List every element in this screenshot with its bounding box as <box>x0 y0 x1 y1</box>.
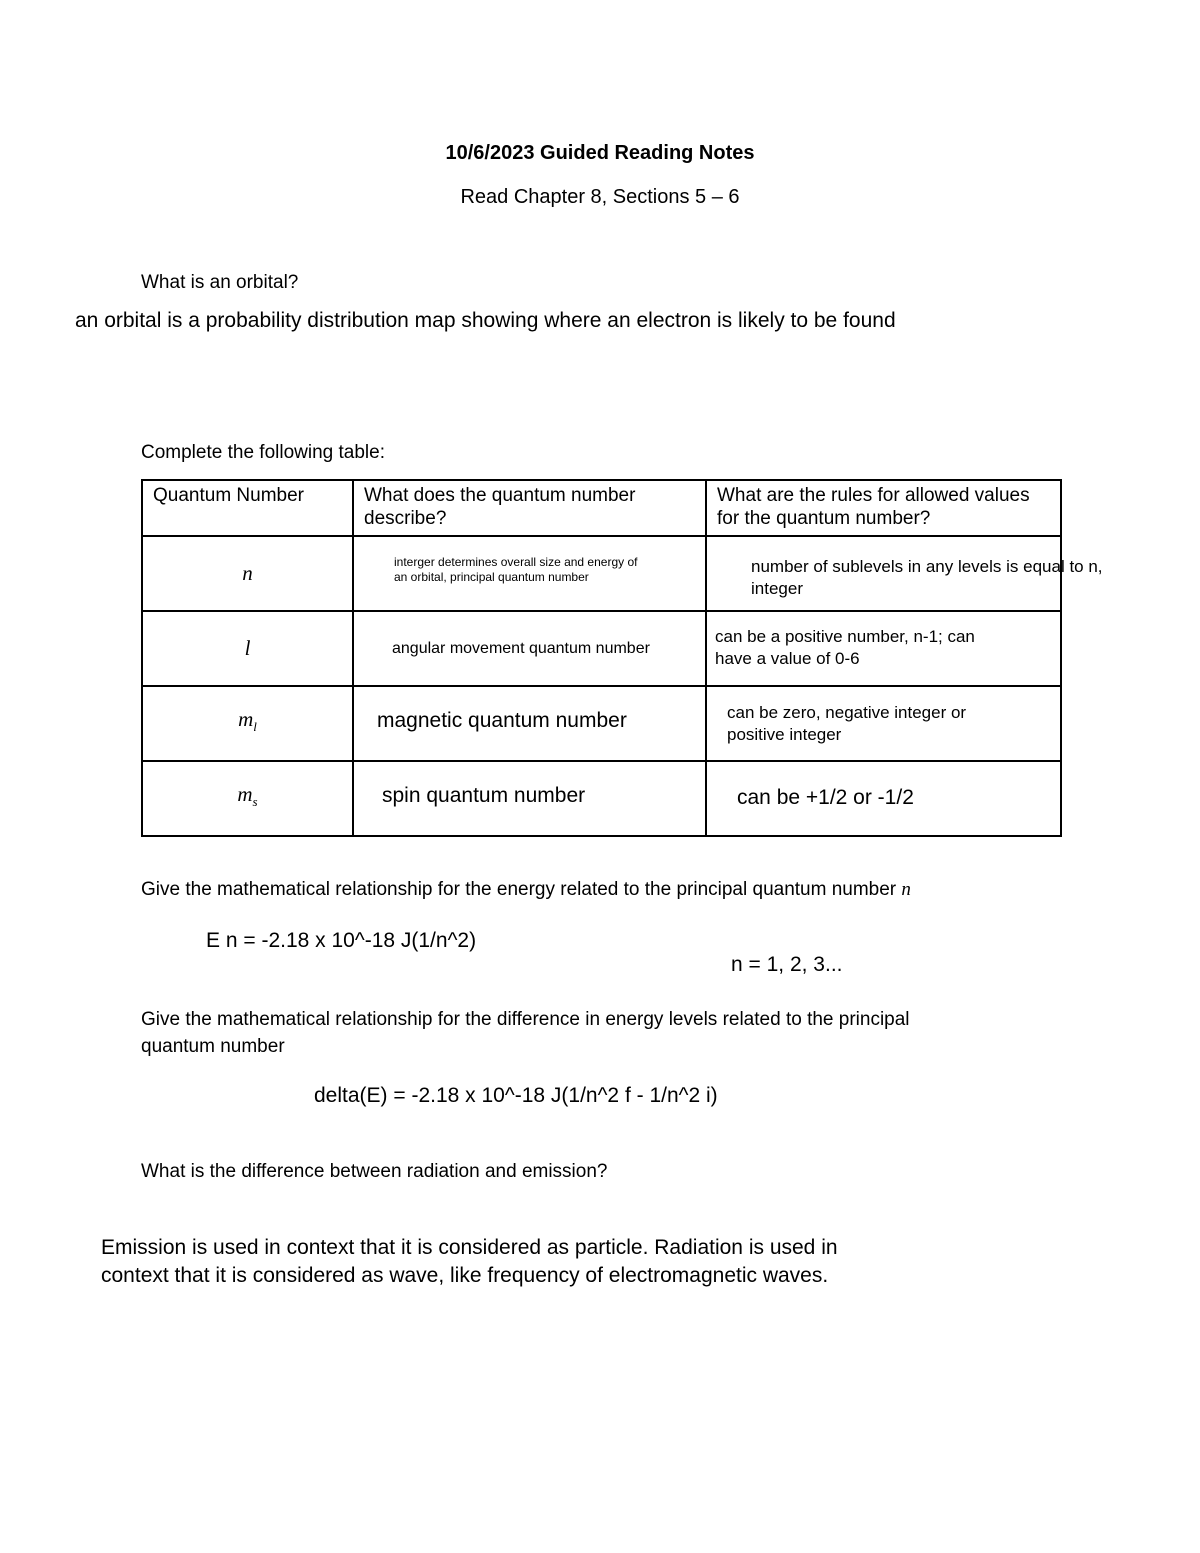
difference-question <box>141 1006 910 1060</box>
table-prompt: Complete the following table: <box>141 442 385 463</box>
rules-line: can be zero, negative integer or <box>727 703 967 722</box>
describe-cell <box>353 686 706 761</box>
orbital-question: What is an orbital? <box>141 272 299 293</box>
header-describe: What does the quantum number describe? <box>353 480 706 536</box>
radiation-question: What is the difference between radiation and emission? <box>141 1161 608 1182</box>
describe-line: interger determines overall size and energy of <box>394 555 638 569</box>
orbital-answer: an orbital is a probability distribution map showing where an electron is likely to be found <box>75 309 896 332</box>
describe-line: magnetic quantum number <box>377 709 627 732</box>
header-rules: What are the rules for allowed values for the quantum number? <box>706 480 1061 536</box>
symbol-l: l <box>244 636 251 660</box>
header-quantum-number: Quantum Number <box>142 480 353 536</box>
difference-formula: delta(E) = -2.18 x 10^-18 J(1/n^2 f - 1/n^2 i) <box>314 1084 718 1107</box>
table-row <box>142 611 1061 686</box>
rules-line: positive integer <box>727 725 842 744</box>
describe-cell <box>353 611 706 686</box>
table-row <box>142 536 1061 611</box>
symbol-ml: $m_l$ <box>238 707 257 735</box>
energy-formula-note: n = 1, 2, 3... <box>731 953 843 976</box>
question-variable: n <box>901 879 911 900</box>
rules-cell <box>706 761 1061 836</box>
rules-cell <box>706 536 1103 611</box>
question-line: Give the mathematical relationship for the difference in energy levels related to the principal <box>141 1009 910 1030</box>
page-subtitle: Read Chapter 8, Sections 5 – 6 <box>460 186 740 208</box>
table-row <box>142 686 1061 761</box>
radiation-answer <box>101 1234 838 1290</box>
rules-line: can be +1/2 or -1/2 <box>737 786 914 809</box>
rules-cell <box>706 611 1061 686</box>
answer-line: context that it is considered as wave, like frequency of electromagnetic waves. <box>101 1264 829 1287</box>
question-line: quantum number <box>141 1036 285 1057</box>
table-row <box>142 761 1061 836</box>
symbol-cell <box>142 611 353 686</box>
rules-line: number of sublevels in any levels is equal to n, <box>751 557 1103 576</box>
quantum-number-table <box>141 479 1103 837</box>
symbol-cell <box>142 761 353 836</box>
symbol-cell <box>142 686 353 761</box>
symbol-n: n <box>242 561 253 585</box>
energy-formula: E n = -2.18 x 10^-18 J(1/n^2) <box>206 929 477 952</box>
table-header-row <box>142 480 1061 536</box>
symbol-cell <box>142 536 353 611</box>
describe-line: angular movement quantum number <box>392 640 650 657</box>
rules-line: have a value of 0-6 <box>715 649 860 668</box>
answer-line: Emission is used in context that it is considered as particle. Radiation is used in <box>101 1236 838 1259</box>
rules-cell <box>706 686 1061 761</box>
page-title: 10/6/2023 Guided Reading Notes <box>445 142 755 164</box>
rules-line: can be a positive number, n-1; can <box>715 627 975 646</box>
describe-line: an orbital, principal quantum number <box>394 570 589 584</box>
describe-line: spin quantum number <box>382 784 586 807</box>
energy-question: Give the mathematical relationship for the energy related to the principal quantum number n <box>141 879 911 900</box>
symbol-ms: $m_s$ <box>237 782 258 810</box>
rules-line: integer <box>751 579 803 598</box>
describe-cell <box>353 536 706 611</box>
describe-cell <box>353 761 706 836</box>
